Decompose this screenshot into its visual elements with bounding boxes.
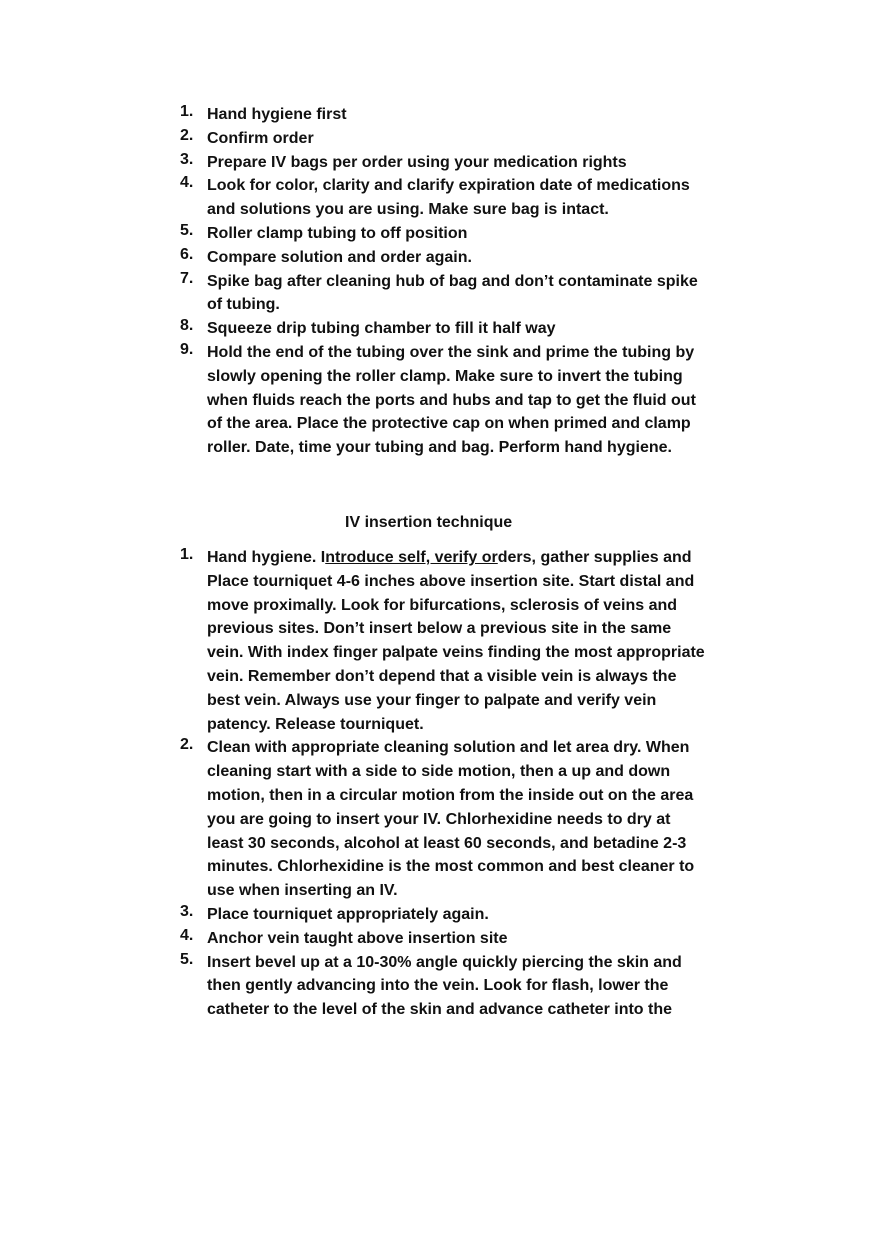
list-item (180, 151, 800, 175)
item-line: Spike bag after cleaning hub of bag and don’t contaminate spike (207, 272, 698, 290)
item-number: 3. (180, 902, 194, 920)
item-number: 4. (180, 174, 194, 192)
item-line: minutes. Chlorhexidine is the most common and best cleaner to (207, 858, 695, 876)
item-number: 3. (180, 150, 194, 168)
item-line: then gently advancing into the vein. Look for flash, lower the (207, 977, 669, 995)
item-number: 2. (180, 126, 194, 144)
section-title: IV insertion technique (345, 514, 513, 531)
item-line: you are going to insert your IV. Chlorhexidine needs to dry at (207, 810, 671, 828)
text-segment: ders, gather supplies and (497, 549, 692, 566)
item-line: slowly opening the roller clamp. Make sure to invert the tubing (207, 367, 683, 385)
item-line: Anchor vein taught above insertion site (207, 929, 508, 947)
item-line: Hand hygiene first (207, 106, 347, 123)
item-number: 5. (180, 221, 194, 239)
item-line: Prepare IV bags per order using your medication rights (207, 153, 627, 171)
item-number: 6. (180, 245, 194, 263)
item-number: 5. (180, 950, 194, 968)
item-number: 1. (180, 546, 194, 563)
item-line: and solutions you are using. Make sure bag is intact. (207, 201, 609, 219)
item-line: roller. Date, time your tubing and bag. Perform hand hygiene. (207, 439, 672, 457)
item-line: move proximally. Look for bifurcations, sclerosis of veins and (207, 596, 678, 614)
item-line: Clean with appropriate cleaning solution and let area dry. When (207, 739, 690, 757)
list-item (180, 246, 800, 270)
list-item (180, 127, 800, 151)
item-line: Place tourniquet appropriately again. (207, 905, 489, 923)
list-item (180, 927, 800, 951)
item-line: Confirm order (207, 129, 314, 147)
item-line: Place tourniquet 4-6 inches above insertion site. Start distal and (207, 572, 695, 590)
list-item (180, 270, 800, 318)
item-line: previous sites. Don’t insert below a previous site in the same (207, 620, 672, 638)
item-line: vein. With index finger palpate veins finding the most appropriate (207, 644, 705, 662)
item-line: Squeeze drip tubing chamber to fill it half way (207, 320, 556, 338)
item-line (207, 546, 800, 570)
iv-insertion-steps-list (180, 546, 800, 1022)
item-line: use when inserting an IV. (207, 882, 398, 900)
list-item (180, 222, 800, 246)
list-item (180, 903, 800, 927)
list-item (180, 546, 800, 736)
item-line: Look for color, clarity and clarify expiration date of medications (207, 177, 690, 195)
item-line: least 30 seconds, alcohol at least 60 seconds, and betadine 2-3 (207, 834, 687, 852)
item-line: catheter to the level of the skin and advance catheter into the (207, 1001, 673, 1019)
item-line: Insert bevel up at a 10-30% angle quickly piercing the skin and (207, 953, 682, 971)
item-line: patency. Release tourniquet. (207, 715, 424, 733)
underlined-text: ntroduce self, verify or (325, 549, 498, 566)
item-number: 7. (180, 269, 194, 287)
item-number: 8. (180, 317, 194, 335)
item-line: of tubing. (207, 296, 280, 314)
list-item (180, 103, 800, 127)
item-number: 9. (180, 340, 194, 358)
item-line: Hold the end of the tubing over the sink and prime the tubing by (207, 343, 695, 361)
item-line: best vein. Always use your finger to palpate and verify vein (207, 691, 657, 709)
list-item (180, 341, 800, 460)
item-number: 2. (180, 736, 194, 754)
item-number: 1. (180, 103, 194, 120)
item-line: when fluids reach the ports and hubs and tap to get the fluid out (207, 391, 696, 409)
iv-prep-steps-list (180, 103, 800, 460)
item-line: motion, then in a circular motion from the inside out on the area (207, 786, 694, 804)
item-line: Compare solution and order again. (207, 248, 472, 266)
list-item (180, 317, 800, 341)
item-line: of the area. Place the protective cap on when primed and clamp (207, 415, 691, 433)
item-line: vein. Remember don’t depend that a visible vein is always the (207, 667, 677, 685)
item-line: cleaning start with a side to side motion, then a up and down (207, 763, 671, 781)
item-line: Roller clamp tubing to off position (207, 224, 468, 242)
list-item (180, 951, 800, 1022)
list-item (180, 736, 800, 903)
list-item (180, 174, 800, 222)
text-segment: Hand hygiene. I (207, 549, 326, 566)
item-number: 4. (180, 926, 194, 944)
